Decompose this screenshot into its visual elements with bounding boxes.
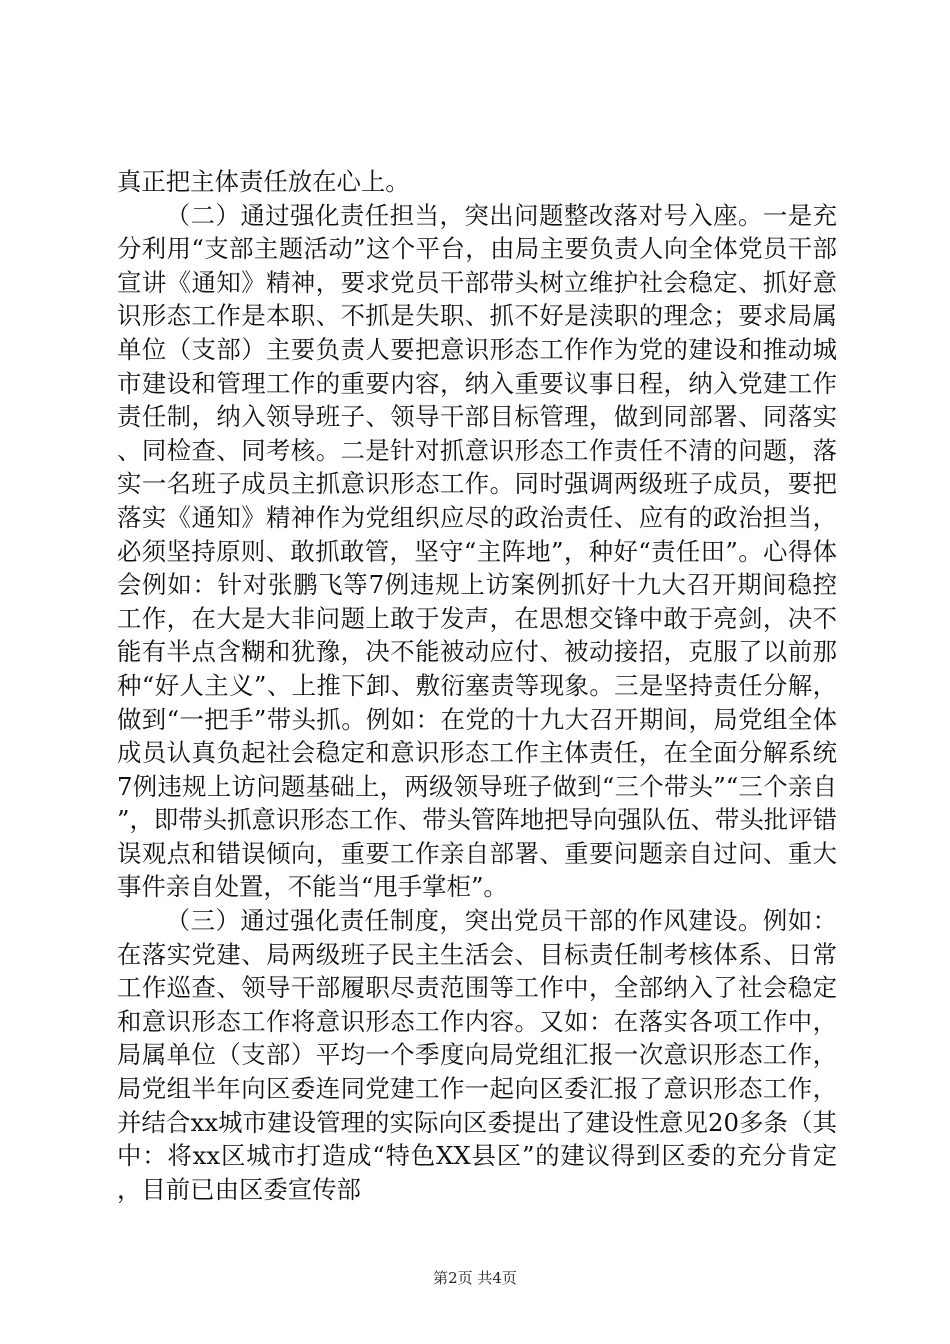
document-body <box>117 165 837 1206</box>
paragraph-continuation: 真正把主体责任放在心上。 <box>117 167 410 196</box>
page-number-footer: 第2页 共4页 <box>433 1269 517 1287</box>
paragraph-section-three: （三）通过强化责任制度，突出党员干部的作风建设。例如：在落实党建、局两级班子民主生活会、目标责任制考核体系、日常工作巡查、领导干部履职尽责范围等工作中，全部纳入了社会稳定和意识形态工作将意识形态工作内容。又如：在落实各项工作中，局属单位（支部）平均一个季度向局党组汇报一次意识形态工作，局党组半年向区委连同党建工作一起向区委汇报了意识形态工作，并结合xx城市建设管理的实际向区委提出了建设性意见20多条（其中：将xx区城市打造成“特色XX县区”的建议得到区委的充分肯定，目前已由区委宣传部 <box>117 906 837 1204</box>
paragraph-section-two: （二）通过强化责任担当，突出问题整改落对号入座。一是充分利用“支部主题活动”这个平台，由局主要负责人向全体党员干部宣讲《通知》精神，要求党员干部带头树立维护社会稳定、抓好意识形态工作是本职、不抓是失职、抓不好是渎职的理念；要求局属单位（支部）主要负责人要把意识形态工作作为党的建设和推动城市建设和管理工作的重要内容，纳入重要议事日程，纳入党建工作责任制，纳入领导班子、领导干部目标管理，做到同部署、同落实、同检查、同考核。二是针对抓意识形态工作责任不清的问题，落实一名班子成员主抓意识形态工作。同时强调两级班子成员，要把落实《通知》精神作为党组织应尽的政治责任、应有的政治担当，必须坚持原则、敢抓敢管，坚守“主阵地”，种好“责任田”。心得体会例如：针对张鹏飞等7例违规上访案例抓好十九大召开期间稳控工作，在大是大非问题上敢于发声，在思想交锋中敢于亮剑，决不能有半点含糊和犹豫，决不能被动应付、被动接招，克服了以前那种“好人主义”、上推下卸、敷衍塞责等现象。三是坚持责任分解，做到“一把手”带头抓。例如：在党的十九大召开期间，局党组全体成员认真负起社会稳定和意识形态工作主体责任，在全面分解系统7例违规上访问题基础上，两级领导班子做到“三个带头”“三个亲自”，即带头抓意识形态工作、带头管阵地把导向强队伍、带头批评错误观点和错误倾向，重要工作亲自部署、重要问题亲自过问、重大事件亲自处置，不能当“甩手掌柜”。 <box>117 200 837 902</box>
